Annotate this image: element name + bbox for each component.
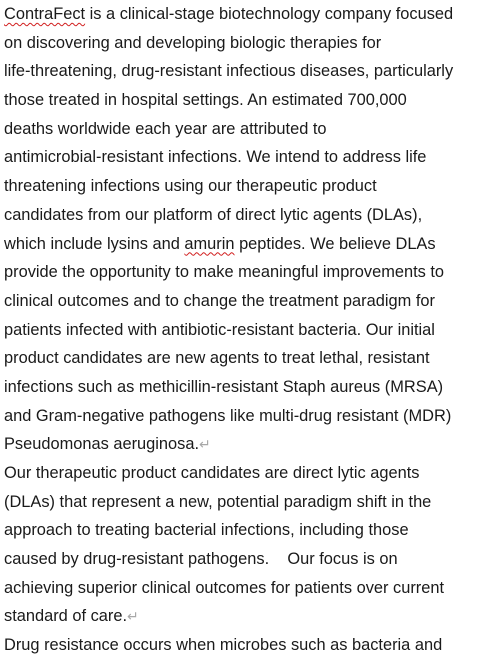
text-run: caused by drug-resistant pathogens. Our focus is on [4,550,398,569]
text-run: which include lysins and [4,234,185,253]
text-line [4,316,491,345]
text-line [4,115,491,144]
paragraph-mark-icon: ↵ [127,608,139,625]
text-run: clinical outcomes and to change the treatment paradigm for [4,291,435,310]
text-line [4,258,491,287]
paragraph-3[interactable] [4,631,491,660]
text-line [4,172,491,201]
text-line [4,545,491,574]
paragraph-2[interactable] [4,459,491,631]
text-run: Drug resistance occurs when microbes such as bacteria and [4,636,443,655]
text-line [4,287,491,316]
text-run: deaths worldwide each year are attributed to [4,119,327,138]
text-run: approach to treating bacterial infections, including those [4,521,409,540]
text-run: standard of care. [4,607,128,626]
text-run: life-threatening, drug-resistant infectious diseases, particularly [4,62,454,81]
text-line [4,373,491,402]
text-run: peptides. We believe DLAs [234,234,436,253]
text-line [4,430,491,459]
text-run: candidates from our platform of direct lytic agents (DLAs), [4,205,423,224]
text-line [4,459,491,488]
text-run: infections such as methicillin-resistant Staph aureus (MRSA) [4,377,444,396]
spellcheck-flagged-word: amurin [184,234,235,253]
text-run: (DLAs) that represent a new, potential paradigm shift in the [4,492,432,511]
text-run: threatening infections using our therapeutic product [4,177,377,196]
document-page[interactable] [4,0,491,660]
text-run: Pseudomonas aeruginosa. [4,435,199,454]
text-run: antimicrobial-resistant infections. We intend to address life [4,148,427,167]
text-line [4,488,491,517]
text-run: those treated in hospital settings. An estimated 700,000 [4,91,407,110]
paragraph-mark-icon: ↵ [199,436,211,453]
text-line [4,574,491,603]
text-line [4,57,491,86]
text-line [4,402,491,431]
text-line [4,516,491,545]
text-line [4,201,491,230]
text-line [4,602,491,631]
text-run: achieving superior clinical outcomes for patients over current [4,578,445,597]
text-run: is a clinical-stage biotechnology company focused [85,5,454,23]
text-run: product candidates are new agents to treat lethal, resistant [4,349,430,368]
text-line [4,230,491,259]
paragraph-1[interactable] [4,0,491,459]
text-line [4,344,491,373]
text-run: provide the opportunity to make meaningful improvements to [4,263,445,282]
text-line [4,0,491,29]
text-line [4,631,491,660]
spellcheck-flagged-word: ContraFect [4,5,86,23]
text-run: on discovering and developing biologic therapies for [4,33,382,52]
text-run: Our therapeutic product candidates are direct lytic agents [4,464,420,482]
text-run: and Gram-negative pathogens like multi-drug resistant (MDR) [4,406,452,425]
text-run: patients infected with antibiotic-resistant bacteria. Our initial [4,320,435,339]
text-line [4,143,491,172]
text-line [4,29,491,58]
text-line [4,86,491,115]
